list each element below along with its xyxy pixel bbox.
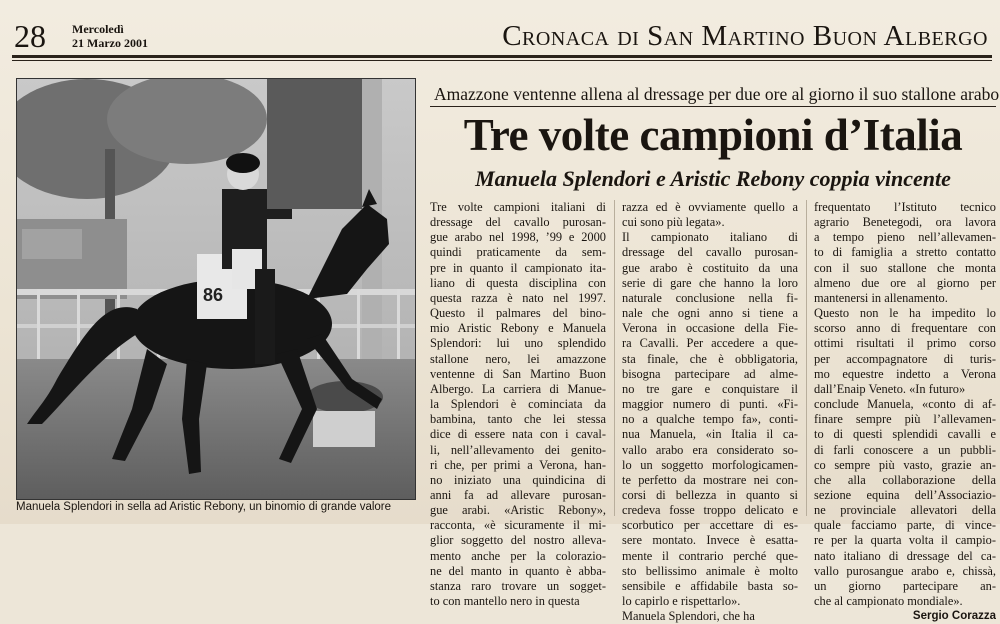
article-text-line: gue arabi. «Aristic Rebony», xyxy=(430,503,606,518)
article-kicker: Amazzone ventenne allena al dressage per due ore al giorno il suo stallone arabo xyxy=(434,84,1000,104)
article-text-line: Manuela Splendori, che ha xyxy=(622,609,755,624)
article-text-line: naturale conclusione nella fi- xyxy=(622,290,798,305)
article-text-line: mio Aristic Rebony e Manuela xyxy=(430,321,606,336)
article-text-line: ne del manto in quanto è abba- xyxy=(430,563,606,578)
column-divider xyxy=(614,200,615,516)
article-text-line: nua Manuela, «in Italia il ca- xyxy=(622,427,798,442)
photo-rider-on-horse xyxy=(17,79,415,499)
article-text-line: to di questi splendidi cavalli e xyxy=(814,427,996,442)
article-text-line: sere montato. Invece è esatta- xyxy=(622,533,798,548)
publication-date: 21 Marzo 2001 xyxy=(72,36,148,50)
article-text-line: conclude Manuela, «conto di af- xyxy=(814,397,996,412)
article-text-line: te perfetto da mostrare nei con- xyxy=(622,472,798,487)
article-text-line: razza ed è ovviamente quello a xyxy=(622,200,798,214)
article-text-line: dall’Enaip Veneto. «In futuro» xyxy=(814,381,966,396)
article-text-line: quindi praticamente da sem- xyxy=(430,245,606,260)
article-text-line: finare sempre più l’allevamen- xyxy=(814,412,996,427)
article-text-line: a tempo pieno nell’allevamen- xyxy=(814,230,996,245)
article-text-line: mente il contrario perché que- xyxy=(622,548,798,563)
article-text-line: frequentato l’Istituto tecnico xyxy=(814,200,996,214)
article-text-line: con il suo stallone che monta xyxy=(814,260,996,275)
article-text-line: scorbutico per accettare di es- xyxy=(622,518,798,533)
article-text-line: scorso anno di frequentare con xyxy=(814,321,996,336)
article-text-line: corsi di bellezza in quanto si xyxy=(622,487,798,502)
article-text-line: nale che ogni anno si tiene a xyxy=(622,306,798,321)
article-text-line: gue arabo è costituito da una xyxy=(622,260,798,275)
article-text-line: Tre volte campioni italiani di xyxy=(430,200,606,214)
article-text-line: no a qualche tempo fa», conti- xyxy=(622,412,798,427)
article-text-line: no iniziato una quindicina di xyxy=(430,472,606,487)
article-text-line: bambina, tanto che lei stessa xyxy=(430,412,606,427)
article-text-line: credeva fosse troppo delicato e xyxy=(622,503,798,518)
article-text-line: glior soggetto del nostro alleva- xyxy=(430,533,606,548)
article-text-line: serie di gare che hanno la loro xyxy=(622,275,798,290)
header-rule xyxy=(12,55,992,58)
column-divider xyxy=(806,200,807,516)
article-column-3 xyxy=(814,200,996,624)
article-text-line: Verona in occasione della Fie- xyxy=(622,321,798,336)
article-text-line: sezione equina dell’Associazio- xyxy=(814,487,996,502)
section-title: Cronaca di San Martino Buon Albergo xyxy=(502,20,988,52)
article-text-line: nato italiano di dressage del ca- xyxy=(814,548,996,563)
article-text-line: sta finale, che è obbligatoria, xyxy=(622,351,798,366)
article-text-line: dressage del cavallo purosan- xyxy=(622,245,798,260)
article-text-line: co sempre più vasto, grazie an- xyxy=(814,457,996,472)
bib-number: 86 xyxy=(203,285,224,305)
article-headline: Tre volte campioni d’Italia xyxy=(463,110,963,160)
article-text-line: sto bellissimo animale è molto xyxy=(622,563,798,578)
weekday: Mercoledì xyxy=(72,22,124,36)
article-text-line: la Splendori è cominciata da xyxy=(430,397,606,412)
article-text-line: liano di questa disciplina con xyxy=(430,275,606,290)
kicker-rule xyxy=(430,106,996,107)
article-text-line: lo un soggetto morfologicamen- xyxy=(622,457,798,472)
article-text-line: di farli conoscere a un pubbli- xyxy=(814,442,996,457)
article-text-line: anni fa ad allevare purosan- xyxy=(430,487,606,502)
page-number: 28 xyxy=(14,18,46,54)
article-text-line: Splendori: lui uno splendido xyxy=(430,336,606,351)
article-column-2 xyxy=(622,200,798,624)
article-text-line: pre in quanto il campionato ita- xyxy=(430,260,606,275)
article-text-line: che alla collaborazione della xyxy=(814,472,996,487)
article-text-line: mento anche per la colorazio- xyxy=(430,548,606,563)
article-text-line: ri che, per primi a Verona, han- xyxy=(430,457,606,472)
article-text-line: li, nell’allevamento dei genito- xyxy=(430,442,606,457)
article-text-line: cui sono più legata». xyxy=(622,215,725,230)
date-block xyxy=(72,22,148,50)
header-rule-thin xyxy=(12,60,992,61)
article-text-line: vallo purosangue arabo e, chissà, xyxy=(814,563,996,578)
article-text-line: agrario Benetegodi, ora lavora xyxy=(814,215,996,230)
article-text-line: stanza raro trovare un sogget- xyxy=(430,578,606,593)
article-text-line: ottimi risultati il primo corso xyxy=(814,336,996,351)
article-text-line: sensibile e affidabile basta so- xyxy=(622,578,798,593)
article-text-line: ra Cavalli. Per accedere a que- xyxy=(622,336,798,351)
article-text-line: quale facciamo parte, di vince- xyxy=(814,518,996,533)
article-text-line: che al campionato mondiale». xyxy=(814,594,963,609)
article-photo xyxy=(16,78,416,500)
article-text-line: un giorno partecipare an- xyxy=(814,578,996,593)
article-text-line: Albergo. La carriera di Manue- xyxy=(430,381,606,396)
article-text-line: to con mantello nero in questa xyxy=(430,594,580,609)
article-column-1 xyxy=(430,200,606,609)
article-text-line: stallone nero, lei amazzone xyxy=(430,351,606,366)
article-text-line: no tre gare e conquistare il xyxy=(622,381,798,396)
article-text-line: Questo il palmares del bino- xyxy=(430,306,606,321)
article-subheadline: Manuela Splendori e Aristic Rebony coppia vincente xyxy=(475,166,951,191)
article-text-line: per accompagnatore di turis- xyxy=(814,351,996,366)
article-text-line: mo equestre indetto a Verona xyxy=(814,366,996,381)
article-text-line: to di famiglia a stretto contatto xyxy=(814,245,996,260)
article-text-line: questa razza è nato nel 1997. xyxy=(430,290,606,305)
article-text-line: almeno due ore al giorno per xyxy=(814,275,996,290)
article-text-line: lo capirlo e rispettarlo». xyxy=(622,594,741,609)
article-text-line: vallo arabo era considerato so- xyxy=(622,442,798,457)
article-text-line: ventenne di San Martino Buon xyxy=(430,366,606,381)
photo-caption: Manuela Splendori in sella ad Aristic Rebony, un binomio di grande valore xyxy=(16,501,392,513)
article-text-line: maggior numero di punti. «Fi- xyxy=(622,397,798,412)
article-text-line: mantenersi in allenamento. xyxy=(814,290,948,305)
article-text-line: bisogna partecipare ad alme- xyxy=(622,366,798,381)
article-text-line: gue arabo nel 1998, ’99 e 2000 xyxy=(430,230,606,245)
article-text-line: dressage del cavallo purosan- xyxy=(430,215,606,230)
article-text-line: dice di essere nata con i caval- xyxy=(430,427,606,442)
article-byline: Sergio Corazza xyxy=(912,610,996,623)
article-text-line: ne provinciale allevatori della xyxy=(814,503,996,518)
article-text-line: Questo non le ha impedito lo xyxy=(814,306,996,321)
article-text-line: racconta, «è sicuramente il mi- xyxy=(430,518,606,533)
article-text-line: re per la quarta volta il campio- xyxy=(814,533,996,548)
article-text-line: Il campionato italiano di xyxy=(622,230,798,245)
